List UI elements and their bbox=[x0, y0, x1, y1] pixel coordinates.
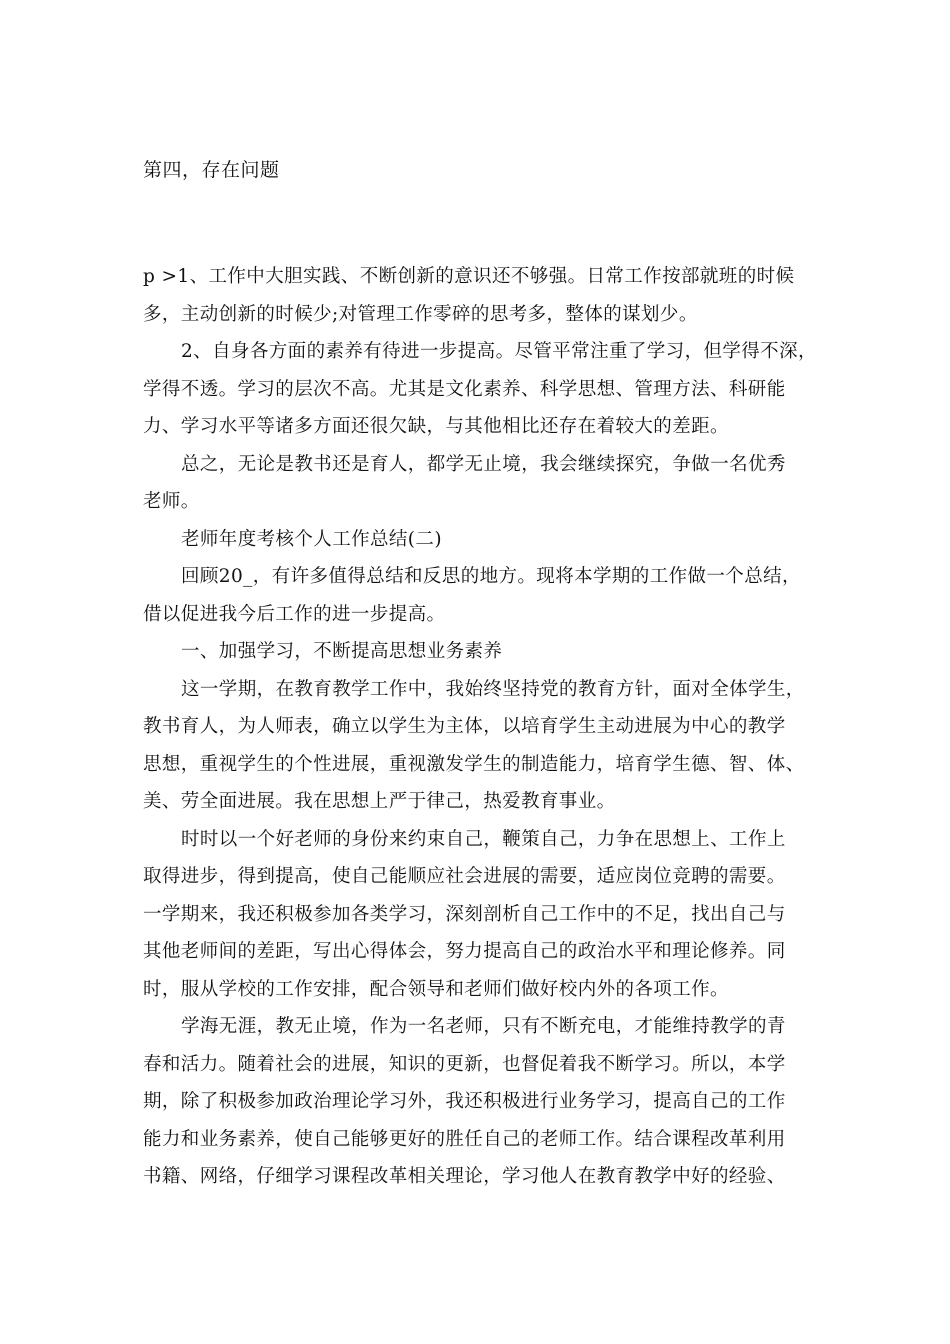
section-heading: 第四，存在问题 bbox=[143, 159, 280, 181]
text-line: 思想，重视学生的个性进展，重视激发学生的制造能力，培育学生德、智、体、 bbox=[143, 753, 805, 775]
text-line: 这一学期，在教育教学工作中，我始终坚持党的教育方针，面对全体学生， bbox=[181, 678, 805, 700]
text-line: 美、劳全面进展。我在思想上严于律己，热爱教育事业。 bbox=[143, 791, 616, 812]
text-line: p >1、工作中大胆实践、不断创新的意识还不够强。日常工作按部就班的时候 bbox=[143, 266, 795, 287]
text-line: 借以促进我今后工作的进一步提高。 bbox=[143, 603, 446, 625]
document-body bbox=[143, 258, 817, 1196]
text-line: 书籍、网络，仔细学习课程改革相关理论，学习他人在教育教学中好的经验、 bbox=[143, 1166, 786, 1187]
text-line: 时，服从学校的工作安排，配合领导和老师们做好校内外的各项工作。 bbox=[143, 978, 729, 1000]
text-line: 一学期来，我还积极参加各类学习，深刻剖析自己工作中的不足，找出自己与 bbox=[143, 903, 786, 925]
text-line: 总之，无论是教书还是育人，都学无止境，我会继续探究，争做一名优秀 bbox=[181, 453, 786, 475]
text-line: 2、自身各方面的素养有待进一步提高。尽管平常注重了学习，但学得不深， bbox=[181, 341, 817, 362]
text-line: 学得不透。学习的层次不高。尤其是文化素养、科学思想、管理方法、科研能 bbox=[143, 378, 786, 400]
text-line: 学海无涯，教无止境，作为一名老师，只有不断充电，才能维持教学的青 bbox=[181, 1016, 786, 1037]
text-line: 教书育人，为人师表，确立以学生为主体，以培育学生主动进展为中心的教学 bbox=[143, 716, 786, 737]
text-line: 春和活力。随着社会的进展，知识的更新，也督促着我不断学习。所以，本学 bbox=[143, 1053, 786, 1075]
text-line: 多，主动创新的时候少;对管理工作零碎的思考多，整体的谋划少。 bbox=[143, 303, 698, 325]
text-line: 时时以一个好老师的身份来约束自己，鞭策自己，力争在思想上、工作上 bbox=[181, 828, 786, 850]
subheading: 一、加强学习，不断提高思想业务素养 bbox=[181, 641, 503, 662]
text-line: 力、学习水平等诸多方面还很欠缺，与其他相比还存在着较大的差距。 bbox=[143, 416, 729, 437]
text-line: 回顾20_，有许多值得总结和反思的地方。现将本学期的工作做一个总结， bbox=[181, 566, 801, 587]
text-line: 能力和业务素养，使自己能够更好的胜任自己的老师工作。结合课程改革利用 bbox=[143, 1128, 786, 1150]
text-line: 取得进步，得到提高，使自己能顺应社会进展的需要，适应岗位竞聘的需要。 bbox=[143, 866, 786, 887]
text-line: 期，除了积极参加政治理论学习外，我还积极进行业务学习，提高自己的工作 bbox=[143, 1091, 786, 1112]
text-line: 其他老师间的差距，写出心得体会，努力提高自己的政治水平和理论修养。同 bbox=[143, 941, 786, 962]
section-title: 老师年度考核个人工作总结(二) bbox=[181, 528, 442, 550]
text-line: 老师。 bbox=[143, 491, 200, 512]
